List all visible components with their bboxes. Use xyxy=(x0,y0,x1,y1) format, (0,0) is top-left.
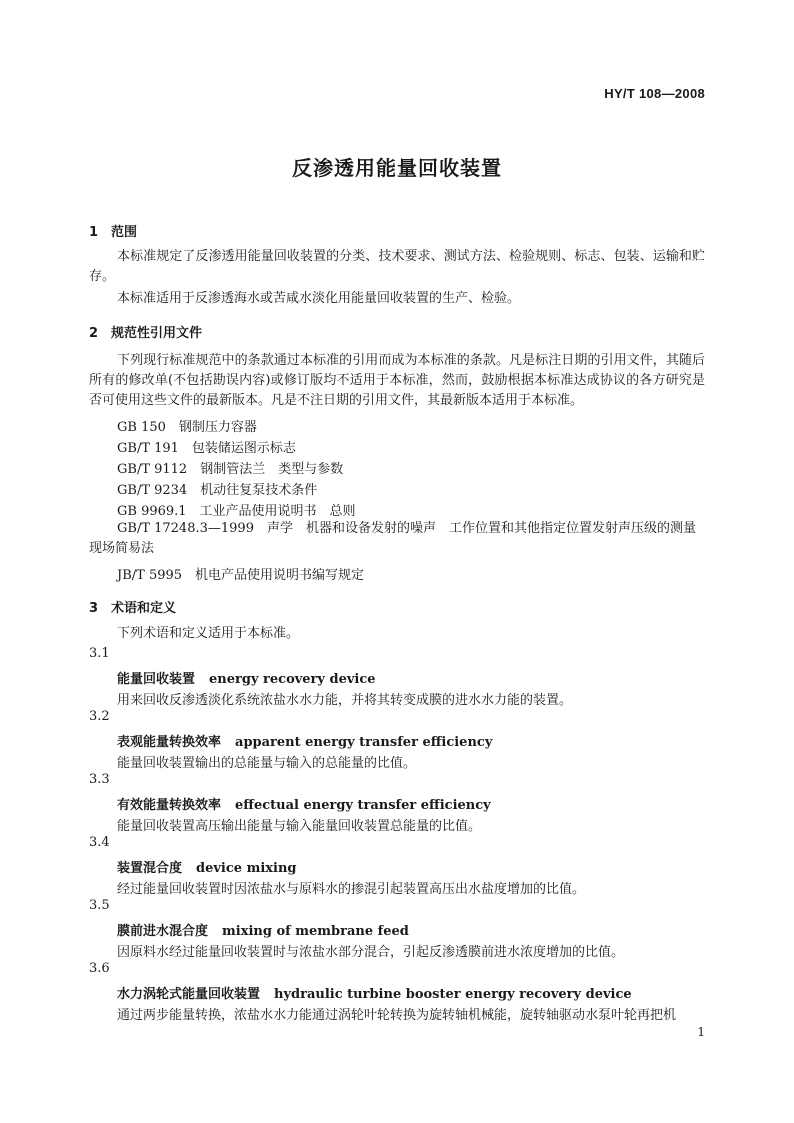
document-title: 反渗透用能量回收装置 xyxy=(292,156,502,180)
reference-item: GB/T 9234 机动往复泵技术条件 xyxy=(117,483,318,498)
subsection-number: 3.5 xyxy=(89,898,110,913)
subsection-number: 3.2 xyxy=(89,709,110,724)
section-3-heading xyxy=(89,597,176,616)
term-definition: 经过能量回收装置时因浓盐水与原料水的掺混引起装置高压出水盐度增加的比值。 xyxy=(117,882,586,897)
term-heading xyxy=(117,668,376,687)
section-2-heading xyxy=(89,322,202,341)
term-definition: 能量回收装置输出的总能量与输入的总能量的比值。 xyxy=(117,756,417,771)
paragraph: 下列术语和定义适用于本标准。 xyxy=(117,626,300,641)
section-title: 术语和定义 xyxy=(111,601,177,616)
term-definition: 用来回收反渗透淡化系统浓盐水水力能，并将其转变成膜的进水水力能的装置。 xyxy=(117,693,573,708)
term-en: apparent energy transfer efficiency xyxy=(235,735,493,750)
paragraph: 本标准适用于反渗透海水或苦咸水淡化用能量回收装置的生产、检验。 xyxy=(117,291,521,306)
reference-item: JB/T 5995 机电产品使用说明书编写规定 xyxy=(117,568,365,583)
subsection-number: 3.1 xyxy=(89,646,110,661)
term-zh: 膜前进水混合度 xyxy=(117,924,209,939)
reference-item: GB/T 17248.3—1999 声学 机器和设备发射的噪声 工作位置和其他指定位置发射声压级的测量 现场简易法 xyxy=(89,521,709,556)
section-number: 1 xyxy=(89,225,99,240)
term-heading xyxy=(117,731,492,750)
term-heading xyxy=(117,794,491,813)
term-en: hydraulic turbine booster energy recovery device xyxy=(274,987,632,1002)
standard-code: HY/T 108—2008 xyxy=(604,86,705,101)
term-heading xyxy=(117,983,632,1002)
term-en: device mixing xyxy=(196,861,297,876)
term-zh: 水力涡轮式能量回收装置 xyxy=(117,987,261,1002)
subsection-number: 3.6 xyxy=(89,961,110,976)
term-heading xyxy=(117,920,409,939)
term-definition: 能量回收装置高压输出能量与输入能量回收装置总能量的比值。 xyxy=(117,819,482,834)
reference-item: GB 150 钢制压力容器 xyxy=(117,420,257,435)
subsection-number: 3.3 xyxy=(89,772,110,787)
term-zh: 装置混合度 xyxy=(117,861,183,876)
reference-item: GB/T 9112 钢制管法兰 类型与参数 xyxy=(117,462,344,477)
term-en: mixing of membrane feed xyxy=(222,924,409,939)
term-definition: 通过两步能量转换，浓盐水水力能通过涡轮叶轮转换为旋转轴机械能，旋转轴驱动水泵叶轮再把机 xyxy=(117,1008,677,1023)
term-zh: 能量回收装置 xyxy=(117,672,196,687)
page-number: 1 xyxy=(697,1025,705,1039)
section-1-heading xyxy=(89,221,137,240)
term-en: effectual energy transfer efficiency xyxy=(235,798,491,813)
paragraph: 下列现行标准规范中的条款通过本标准的引用而成为本标准的条款。凡是标注日期的引用文件，其随后所有的修改单(不包括勘误内容)或修订版均不适用于本标准，然而，鼓励根据本标准达成协议的各方研究是否可使用这些文件的最新版本。凡是不注日期的引用文件，其最新版本适用于本标准。 xyxy=(89,353,705,408)
reference-item: GB 9969.1 工业产品使用说明书 总则 xyxy=(117,504,356,519)
term-zh: 表观能量转换效率 xyxy=(117,735,222,750)
section-title: 范围 xyxy=(111,225,138,240)
term-zh: 有效能量转换效率 xyxy=(117,798,222,813)
subsection-number: 3.4 xyxy=(89,835,110,850)
reference-item: GB/T 191 包装储运图示标志 xyxy=(117,441,296,456)
section-title: 规范性引用文件 xyxy=(111,326,203,341)
section-number: 2 xyxy=(89,326,99,341)
term-en: energy recovery device xyxy=(209,672,376,687)
term-definition: 因原料水经过能量回收装置时与浓盐水部分混合，引起反渗透膜前进水浓度增加的比值。 xyxy=(117,945,625,960)
term-heading xyxy=(117,857,297,876)
section-number: 3 xyxy=(89,601,99,616)
paragraph: 本标准规定了反渗透用能量回收装置的分类、技术要求、测试方法、检验规则、标志、包装、运输和贮存。 xyxy=(89,249,705,284)
